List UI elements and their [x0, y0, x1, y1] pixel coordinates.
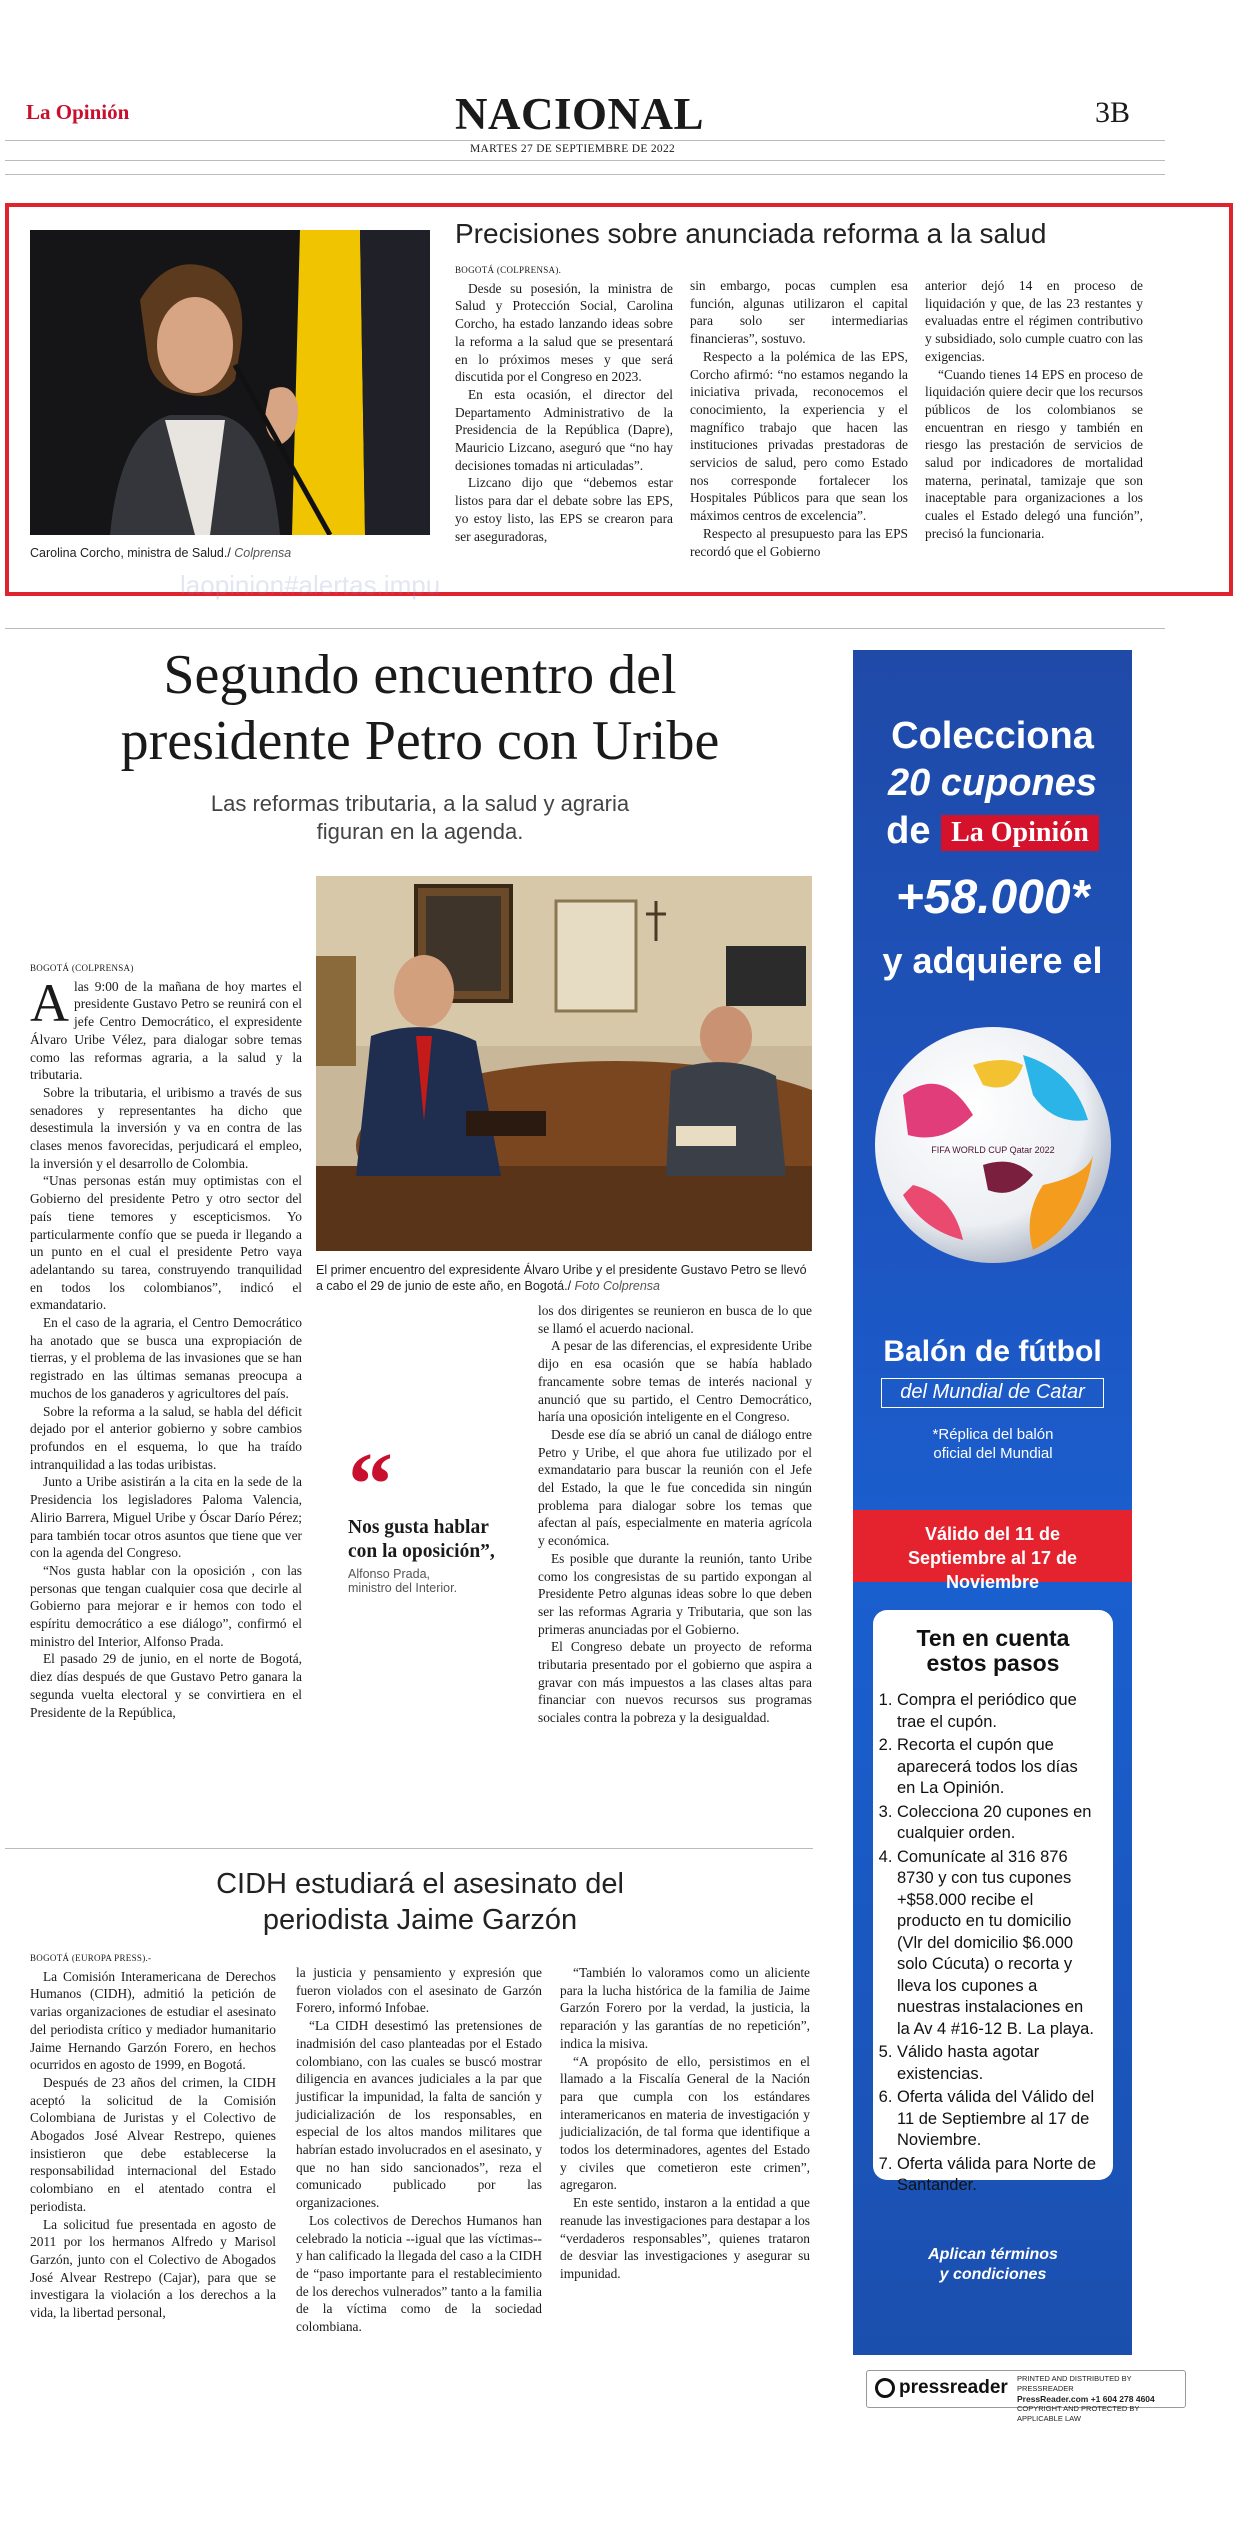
ad-step: 5. Válido hasta agotar existencias. [897, 2042, 1099, 2085]
main-col3-p2: A pesar de las diferencias, el expresidente Uribe dijo en esa ocasión que se había hablado francamente sobre temas de interés nacional y anunció que su partido, el Centro Democrático, haría una oposición inteligente en el Congreso. [538, 1338, 812, 1425]
top-col2-p1: sin embargo, pocas cumplen esa función, algunas utilizaron el capital para solo ser intermediarias financieras”, sostuvo. [690, 278, 908, 347]
corcho-caption-credit: Colprensa [234, 546, 292, 560]
cidh-col2-p3: Los colectivos de Derechos Humanos han celebrado la noticia --igual que las víctimas-- y han calificado la llegada del caso a la CIDH de “paso importante para el restablecimiento de los derechos vulnerados” tanto a la familia de la víctima como de la sociedad colombiana. [296, 2212, 542, 2335]
main-col3-p5: El Congreso debate un proyecto de reforma tributaria presentado por el gobierno que aspira a gravar con más impuestos a las clases altas para financiar con nuevos recursos sus programas sociales contra la pobreza y la desigualdad. [538, 1639, 812, 1726]
quote-role: ministro del Interior. [348, 1581, 458, 1595]
ad-price: +58.000* [895, 871, 1090, 924]
cidh-headline: CIDH estudiará el asesinato del periodista Jaime Garzón [216, 1868, 624, 1936]
top-col3-p2: “Cuando tienes 14 EPS en proceso de liquidación quiere decir que los recursos públicos de los colombianos se encuentran en riesgo y también en riesgo las prestación de servicios de salud por indicadores de mortalidad materna, perinatal, tamizaje que son inaceptable para organizaciones a los cuales el Estado delegó una función”, precisó la funcionaria. [925, 366, 1143, 541]
brand-logo: La Opinión [26, 100, 130, 124]
main-col-1 [30, 960, 302, 1721]
ad-steps-list [873, 1690, 1113, 2197]
ad-validity-banner: Válido del 11 de Septiembre al 17 de Noviembre [853, 1510, 1132, 1582]
ad-terms[interactable]: Aplican términos y condiciones [928, 2246, 1058, 2283]
main-col3-p4: Es posible que durante la reunión, tanto Uribe como los congresistas de su partido expongan al Presidente Petro algunas ideas sobre lo que deben ser las reformas Agraria y Tributaria, que son las primeras anunciadas por el Gobierno. [538, 1550, 812, 1637]
story-divider [5, 1848, 813, 1849]
ad-line-cupones: 20 cupones [887, 762, 1098, 804]
cidh-col1-p3: La solicitud fue presentada en agosto de 2011 por los hermanos Alfredo y Marisol Garzón, junto con el Colectivo de Abogados José Alvear Restrepo (Cajar), para que se investigara la violación a los derechos a la vida, la libertad personal, [30, 2216, 276, 2321]
ad-step: 4. Comunícate al 316 876 8730 y con tus cupones +$58.000 recibe el producto en tu domicilio (Vlr del domicilio $6.000 solo Cúcuta) o recorta y lleva los cupones a nuestras instalaciones en la Av 4 #16-12 B. La playa. [897, 1847, 1099, 2041]
petro-uribe-caption [316, 1262, 812, 1294]
quote-author: Alfonso Prada, [348, 1567, 430, 1581]
top-col2-p2: Respecto a la polémica de las EPS, Corcho afirmó: “no estamos negando la iniciativa privada, reconocemos el conocimiento, la experiencia y el magnífico trabajo que hacen las instituciones privadas prestadoras de servicios de salud, pero como Estado nos corresponde fortalecer los Hospitales Públicos para que sean los máximos centros de excelencia”. [690, 348, 908, 524]
cidh-dateline: BOGOTÁ (EUROPA PRESS).- [30, 1953, 152, 1963]
top-col-2 [690, 277, 908, 560]
issue-date: MARTES 27 DE SEPTIEMBRE DE 2022 [470, 143, 676, 155]
corcho-photo [30, 230, 430, 535]
ad-step: 3. Colecciona 20 cupones en cualquier orden. [897, 1802, 1099, 1845]
ad-steps-title: Ten en cuenta estos pasos [916, 1625, 1070, 1676]
header-rule-bottom [5, 174, 1165, 175]
top-col1-p2: En esta ocasión, el director del Departamento Administrativo de la Presidencia de la República (Dapre), Mauricio Lizcano, aseguró que “no hay decisiones tomadas ni articuladas”. [455, 386, 673, 473]
main-col1-p2: Sobre la tributaria, el uribismo a través de sus senadores y representantes ha dicho que desestimula la inversión y va en contra de las clases menos favorecidas, perjudicará el empleo, la inversión y el desarrollo de Colombia. [30, 1084, 302, 1171]
petro-uribe-photo [316, 876, 812, 1251]
ad-product: Balón de fútbol [883, 1335, 1102, 1368]
main-headline: Segundo encuentro del presidente Petro con Uribe [120, 644, 720, 772]
quote-mark: “ [348, 1435, 393, 1534]
ad-step: 7. Oferta válida para Norte de Santander. [897, 2154, 1099, 2197]
main-col1-p1-text: las 9:00 de la mañana de hoy martes el presidente Gustavo Petro se reunirá con el jefe Centro Democrático, el expresidente Álvaro Uribe Vélez, para dialogar sobre temas como las reformas agraria, a la salud y la tributaria. [30, 978, 302, 1083]
section-title: NACIONAL [455, 89, 705, 139]
page-number: 3B [1095, 96, 1131, 129]
header-rule [5, 140, 1165, 141]
watermark-text: laopinion#alertas.impu [180, 570, 441, 600]
pressreader-logo: pressreader [899, 2377, 1008, 2398]
ad-line-adquiere: y adquiere el [882, 940, 1103, 981]
cidh-col2-p1: la justicia y pensamiento y expresión que fueron violados con el asesinato de Garzón Forero, informó Infobae. [296, 1965, 542, 2016]
ad-product-sub: del Mundial de Catar [900, 1381, 1085, 1403]
dropcap: A [30, 972, 69, 1033]
corcho-caption [30, 545, 430, 561]
top-col2-p3: Respecto al presupuesto para las EPS recordó que el Gobierno [690, 525, 908, 559]
top-dateline: BOGOTÁ (COLPRENSA). [455, 265, 562, 275]
cidh-col1-p1: La Comisión Interamericana de Derechos Humanos (CIDH), admitió la petición de varias organizaciones de estudiar el asesinato del periodista crítico y mediador humanitario Jaime Hernando Garzón Forero, en hechos ocurridos en agosto de 1999, en Bogotá. [30, 1968, 276, 2073]
pull-quote [348, 1435, 498, 1595]
top-col1-p1: Desde su posesión, la ministra de Salud y Protección Social, Carolina Corcho, ha estado lanzando ideas sobre la reforma a la salud que se presentará en lo próximos meses y que será discutida por el Congreso en 2023. [455, 280, 673, 385]
main-col1-p5: Sobre la reforma a la salud, se habla del déficit dejado por el anterior gobierno y sobre cambios profundos en el esquema, lo que ha traído intranquilidad a las todas uribistas. [30, 1403, 302, 1472]
ad-line-colecciona: Colecciona [891, 715, 1094, 757]
soccer-ball-icon [873, 1025, 1113, 1265]
header-rule-lower [5, 160, 1165, 161]
ad-note: *Réplica del balón oficial del Mundial [932, 1426, 1054, 1462]
fineprint-3: COPYRIGHT AND PROTECTED BY APPLICABLE LAW [1017, 2404, 1140, 2423]
main-col1-p4: En el caso de la agraria, el Centro Democrático ha anotado que se busca una expropiación de tierras, y el problema de las invasiones que se han registrado en las últimas semanas preocupa a muchos de los ganaderos y agricultores del país. [30, 1315, 302, 1401]
main-col-3 [538, 1302, 812, 1727]
main-col1-p3: “Unas personas están muy optimistas con el Gobierno del presidente Petro y otro sector del país tiene temores y escepticismos. Yo particularmente confío que se pueda ir llegando a un punto en el cual el presidente Petro vaya adelantando su tarea, construyendo tranquilidad en todos los colombianos”, indicó el exmandatario. [30, 1173, 302, 1313]
top-col-1 [455, 262, 673, 545]
cidh-col-2 [296, 1964, 542, 2336]
petro-uribe-caption-text: El primer encuentro del expresidente Álvaro Uribe y el presidente Gustavo Petro se llevó a cabo el 29 de junio de este año, en Bogotá./ [316, 1263, 807, 1293]
top-col-3 [925, 277, 1143, 543]
cidh-col3-p2: “A propósito de ello, persistimos en el llamado a la Fiscalía General de la Nación para que cumpla con los estándares interamericanos en materia de investigación y judicialización, de tal forma que identifique a todos los determinadores, agentes del Estado y civiles que cometieron este crimen”, agregaron. [560, 2053, 810, 2193]
main-subhead: Las reformas tributaria, a la salud y agraria figuran en la agenda. [210, 791, 630, 844]
ad-step: 6. Oferta válida del Válido del 11 de Septiembre al 17 de Noviembre. [897, 2087, 1099, 2152]
cidh-col3-p3: En este sentido, instaron a la entidad a que reanude las investigaciones para destapar a los “verdaderos responsables”, quienes trataron de desviar las investigaciones y asegurar su impunidad. [560, 2195, 810, 2281]
petro-uribe-caption-credit: Foto Colprensa [574, 1279, 661, 1293]
cidh-col1-p2: Después de 23 años del crimen, la CIDH aceptó la solicitud de la Comisión Colombiana de Juristas y el Colectivo de Abogados José Alvear Restrepo, quienes insistieron que debe establecerse la responsabilidad internacional del Estado colombiano en el atentado contra el periodista. [30, 2074, 276, 2214]
cidh-col2-p2: “La CIDH desestimó las pretensiones de inadmisión del caso planteadas por el Estado colombiano, con las cuales se buscó mostrar diligencia en avances judiciales a la par que justificar la impunidad, la falta de sanción y judicialización de los responsables, en especial de los altos mandos militares que habrían estado involucrados en el asesinato, y que no han sido sancionados”, reza el comunicado publicado por las organizaciones. [296, 2018, 542, 2211]
main-col3-p3: Desde ese día se abrió un canal de diálogo entre Petro y Uribe, el que ahora fue utilizado por el exmandatario para buscar la reunión con el Jefe del Estado, la que le fue concedida sin ningún problema para dialogar sobre los temas que afectan al país, especialmente en materia agrícola y económica. [538, 1426, 812, 1549]
ad-de: de [886, 810, 931, 852]
main-col1-p6: Junto a Uribe asistirán a la cita en la sede de la Presidencia los legisladores Paloma Valencia, Alirio Barrera, Miguel Uribe y Óscar Darío Pérez; para también tocar otros asuntos que tiene que ver con la agenda del Congreso. [30, 1474, 302, 1561]
corcho-photo-image [30, 230, 430, 535]
main-col1-p1 [30, 972, 302, 1084]
main-dateline: BOGOTÁ (COLPRENSA) [30, 963, 134, 973]
fineprint-1: PRINTED AND DISTRIBUTED BY PRESSREADER [1017, 2374, 1132, 2393]
main-col1-p7: “Nos gusta hablar con la oposición , con las personas que tengan cualquier cosa que decirle al Gobierno para mejorar e ir hemos con todo el espíritu democrático a ese diálogo”, confirmó el ministro del Interior, Alfonso Prada. [30, 1562, 302, 1649]
pressreader-fineprint [1017, 2374, 1185, 2424]
cidh-col-3 [560, 1964, 810, 2283]
top-headline: Precisiones sobre anunciada reforma a la salud [455, 218, 1047, 249]
ad-step: 2. Recorta el cupón que aparecerá todos los días en La Opinión. [897, 1735, 1099, 1800]
pressreader-icon [875, 2378, 895, 2398]
corcho-caption-text: Carolina Corcho, ministra de Salud./ [30, 546, 231, 560]
fineprint-2: PressReader.com +1 604 278 4604 [1017, 2394, 1155, 2404]
main-col3-p1: los dos dirigentes se reunieron en busca de lo que se llamó el acuerdo nacional. [538, 1303, 812, 1336]
section-rule [5, 628, 1165, 629]
ad-steps-box [873, 1610, 1113, 2194]
ad-line-de [853, 810, 1132, 853]
coupon-advertisement[interactable] [853, 650, 1132, 2355]
ad-step: 1. Compra el periódico que trae el cupón. [897, 1690, 1099, 1733]
cidh-col-1 [30, 1950, 276, 2322]
petro-uribe-image [316, 876, 812, 1251]
ad-brand-badge: La Opinión [941, 815, 1099, 851]
ad-product-sub-box [881, 1378, 1104, 1408]
cidh-col3-p1: “También lo valoramos como un aliciente para la lucha histórica de la familia de Jaime Garzón Forero por la verdad, la justicia, la reparación y las garantías de no repetición”, indica la misiva. [560, 1965, 810, 2051]
quote-text: Nos gusta hablar con la oposición”, [348, 1517, 495, 1562]
main-col1-p8: El pasado 29 de junio, en el norte de Bogotá, diez días después de que Gustavo Petro ganara la segunda vuelta electoral y se convirtiera en el Presidente de la República, [30, 1651, 302, 1720]
top-col3-p1: anterior dejó 14 en proceso de liquidación y que, de las 23 restantes y evaluadas entre el régimen contributivo y subsidiado, solo cumple cuatro con las exigencias. [925, 278, 1143, 364]
ball-label: FIFA WORLD CUP Qatar 2022 [931, 1145, 1055, 1155]
pressreader-badge[interactable] [866, 2370, 1186, 2423]
top-col1-p3: Lizcano dijo que “debemos estar listos para dar el debate sobre las EPS, yo estoy listo, las EPS se crearon para ser aseguradoras, [455, 475, 673, 544]
